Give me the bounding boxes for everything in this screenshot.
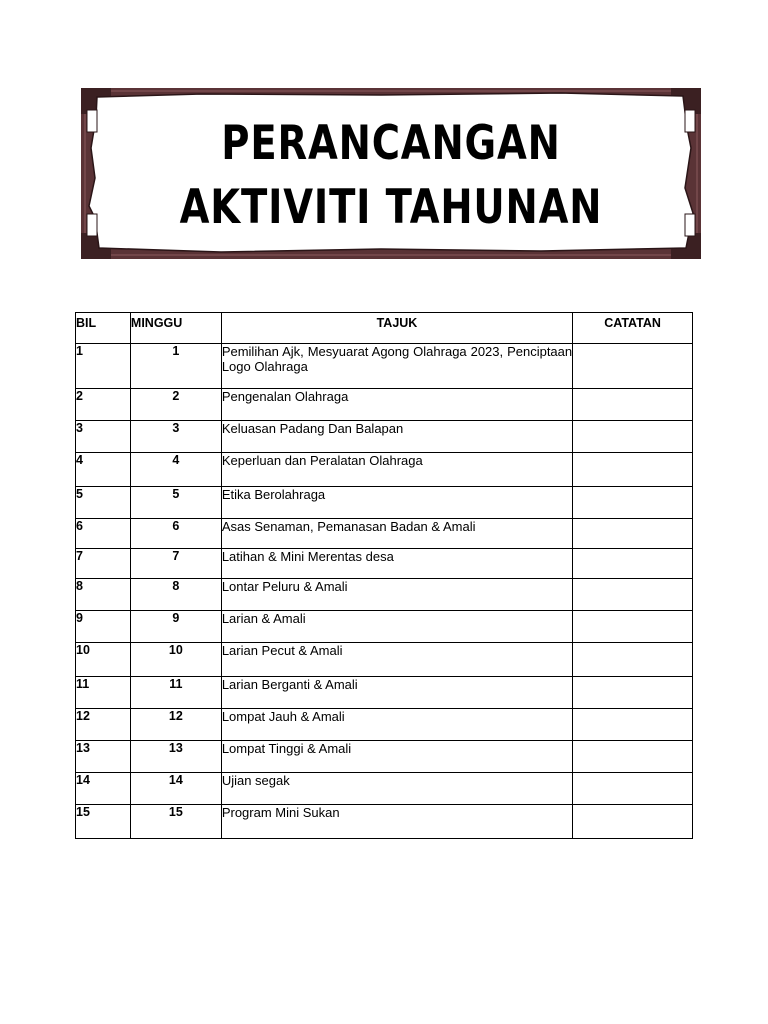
table-row	[76, 805, 693, 839]
cell-bil: 8	[76, 579, 131, 611]
table-row	[76, 519, 693, 549]
cell-tajuk: Program Mini Sukan	[221, 805, 572, 839]
cell-catatan	[573, 453, 693, 487]
table-row	[76, 487, 693, 519]
cell-catatan	[573, 549, 693, 579]
cell-tajuk: Etika Berolahraga	[221, 487, 572, 519]
cell-tajuk: Ujian segak	[221, 773, 572, 805]
cell-catatan	[573, 421, 693, 453]
cell-bil: 15	[76, 805, 131, 839]
cell-catatan	[573, 344, 693, 389]
cell-catatan	[573, 773, 693, 805]
cell-bil: 7	[76, 549, 131, 579]
activity-schedule-table	[75, 312, 693, 839]
table-row	[76, 677, 693, 709]
cell-bil: 14	[76, 773, 131, 805]
cell-tajuk: Larian & Amali	[221, 611, 572, 643]
cell-catatan	[573, 611, 693, 643]
cell-tajuk: Pemilihan Ajk, Mesyuarat Agong Olahraga 2023, Penciptaan Logo Olahraga	[221, 344, 572, 389]
cell-catatan	[573, 677, 693, 709]
cell-minggu: 5	[130, 487, 221, 519]
title-line-2: AKTIVITI TAHUNAN	[179, 179, 603, 235]
table-row	[76, 344, 693, 389]
title-banner	[81, 88, 701, 259]
cell-minggu: 1	[130, 344, 221, 389]
cell-bil: 2	[76, 389, 131, 421]
cell-tajuk: Keluasan Padang Dan Balapan	[221, 421, 572, 453]
cell-tajuk: Pengenalan Olahraga	[221, 389, 572, 421]
cell-catatan	[573, 709, 693, 741]
cell-catatan	[573, 741, 693, 773]
cell-catatan	[573, 805, 693, 839]
cell-catatan	[573, 487, 693, 519]
cell-bil: 13	[76, 741, 131, 773]
cell-minggu: 13	[130, 741, 221, 773]
table-row	[76, 579, 693, 611]
cell-bil: 1	[76, 344, 131, 389]
cell-bil: 5	[76, 487, 131, 519]
page-title	[137, 88, 645, 259]
cell-bil: 10	[76, 643, 131, 677]
cell-bil: 11	[76, 677, 131, 709]
table-row	[76, 709, 693, 741]
cell-tajuk: Asas Senaman, Pemanasan Badan & Amali	[221, 519, 572, 549]
table-row	[76, 611, 693, 643]
cell-tajuk: Lontar Peluru & Amali	[221, 579, 572, 611]
cell-minggu: 15	[130, 805, 221, 839]
title-line-1: PERANCANGAN	[221, 115, 561, 171]
table-row	[76, 453, 693, 487]
cell-bil: 12	[76, 709, 131, 741]
cell-tajuk: Lompat Tinggi & Amali	[221, 741, 572, 773]
cell-minggu: 14	[130, 773, 221, 805]
cell-minggu: 10	[130, 643, 221, 677]
cell-bil: 4	[76, 453, 131, 487]
cell-catatan	[573, 643, 693, 677]
table-row	[76, 643, 693, 677]
cell-minggu: 3	[130, 421, 221, 453]
table-row	[76, 549, 693, 579]
cell-bil: 3	[76, 421, 131, 453]
cell-tajuk: Larian Pecut & Amali	[221, 643, 572, 677]
cell-minggu: 6	[130, 519, 221, 549]
cell-minggu: 9	[130, 611, 221, 643]
cell-catatan	[573, 389, 693, 421]
cell-minggu: 7	[130, 549, 221, 579]
cell-bil: 9	[76, 611, 131, 643]
cell-tajuk: Keperluan dan Peralatan Olahraga	[221, 453, 572, 487]
cell-minggu: 12	[130, 709, 221, 741]
cell-minggu: 11	[130, 677, 221, 709]
header-bil: BIL	[76, 313, 131, 344]
cell-minggu: 2	[130, 389, 221, 421]
header-tajuk: TAJUK	[221, 313, 572, 344]
cell-tajuk: Larian Berganti & Amali	[221, 677, 572, 709]
table-row	[76, 421, 693, 453]
table-row	[76, 741, 693, 773]
cell-tajuk: Latihan & Mini Merentas desa	[221, 549, 572, 579]
cell-minggu: 4	[130, 453, 221, 487]
cell-catatan	[573, 579, 693, 611]
cell-catatan	[573, 519, 693, 549]
header-catatan: CATATAN	[573, 313, 693, 344]
cell-minggu: 8	[130, 579, 221, 611]
header-minggu: MINGGU	[130, 313, 221, 344]
table-header-row	[76, 313, 693, 344]
table-row	[76, 389, 693, 421]
table-row	[76, 773, 693, 805]
cell-tajuk: Lompat Jauh & Amali	[221, 709, 572, 741]
cell-bil: 6	[76, 519, 131, 549]
